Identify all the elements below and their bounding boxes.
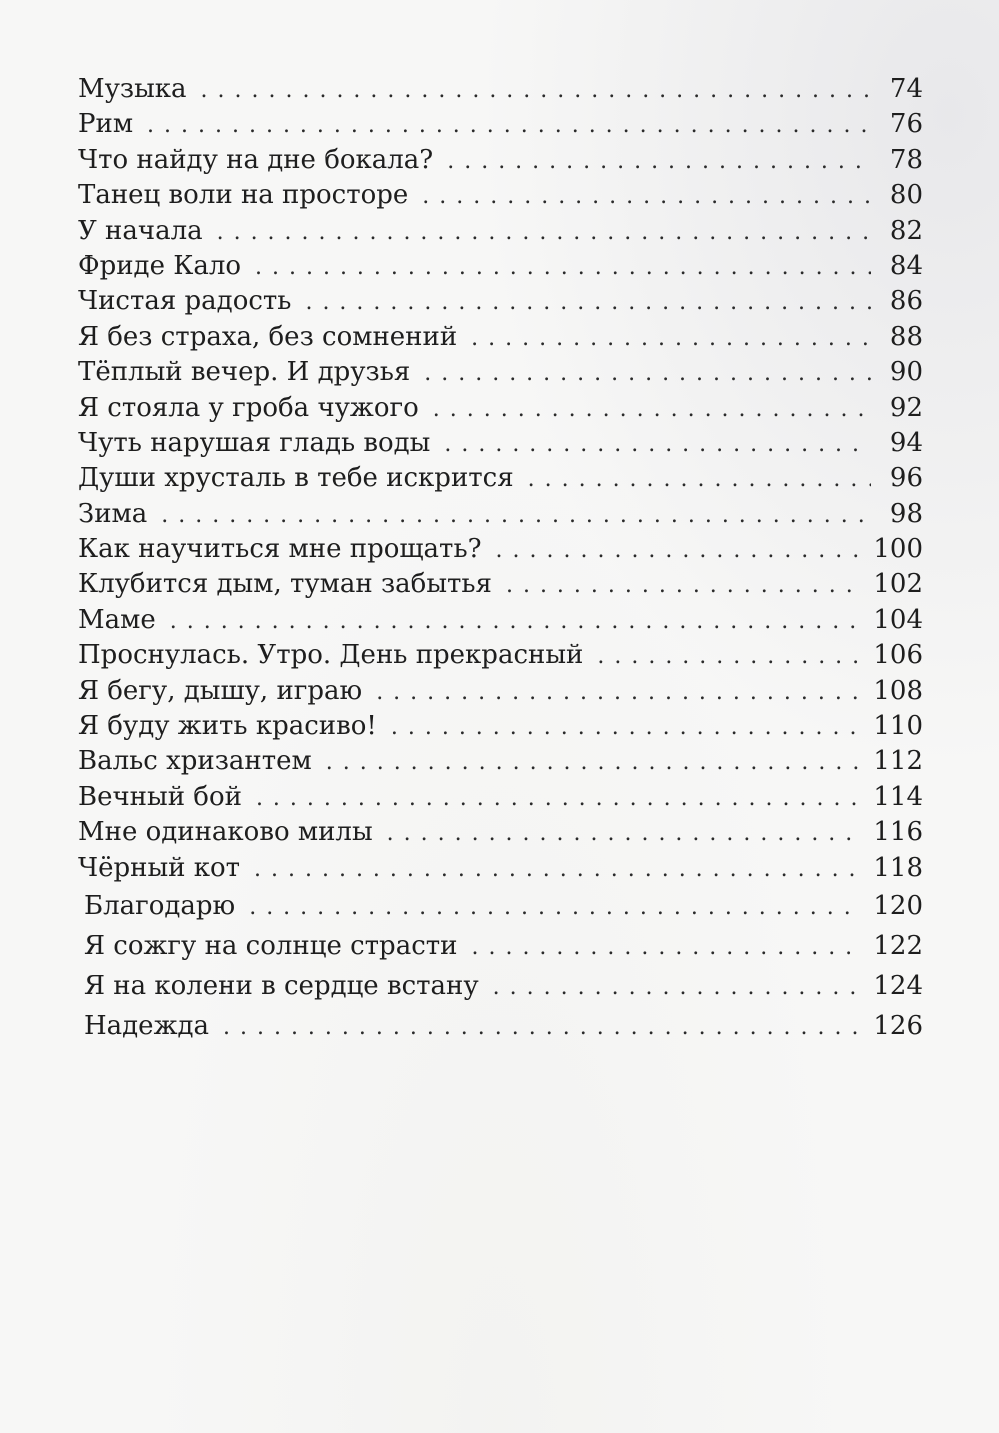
toc-entry [78, 780, 923, 815]
dot-leader [255, 250, 871, 285]
toc-entry-page: 98 [889, 498, 923, 529]
toc-entry [78, 1006, 923, 1046]
dot-leader [387, 816, 862, 851]
toc-entry [78, 966, 923, 1006]
toc-entry-title: Я бегу, дышу, играю [78, 675, 363, 706]
toc-entry [78, 391, 923, 426]
dot-leader [326, 745, 862, 780]
toc-entry-page: 90 [889, 357, 923, 388]
toc-entry [78, 107, 923, 142]
dot-leader [471, 321, 871, 356]
toc-entry-page: 110 [873, 711, 923, 742]
toc-entry-page: 102 [873, 569, 923, 600]
toc-entry-page: 78 [889, 144, 923, 175]
toc-entry-page: 82 [889, 215, 923, 246]
dot-leader [201, 73, 871, 108]
dot-leader [256, 781, 861, 816]
toc-entry-title: Чистая радость [78, 286, 292, 317]
dot-leader [170, 604, 862, 639]
toc-entry [78, 638, 923, 673]
dot-leader [376, 675, 861, 710]
toc-entry [78, 214, 923, 249]
toc-entry-title: Клубится дым, туман забытья [78, 569, 492, 600]
dot-leader [496, 533, 862, 568]
toc-entry-title: Проснулась. Утро. День прекрасный [78, 640, 584, 671]
dot-leader [471, 928, 861, 968]
toc-entry-title: Вальс хризантем [78, 746, 312, 777]
dot-leader [493, 968, 862, 1008]
toc-entry-title: Маме [78, 604, 156, 635]
toc-entry-page: 112 [873, 746, 923, 777]
toc-entry-title: Чёрный кот [78, 852, 241, 883]
dot-leader [597, 639, 861, 674]
dot-leader [424, 356, 871, 391]
toc-entry-page: 118 [873, 852, 923, 883]
table-of-contents [78, 72, 923, 1046]
toc-entry-page: 122 [873, 930, 923, 961]
toc-entry [78, 355, 923, 390]
toc-entry-page: 88 [889, 321, 923, 352]
toc-entry-title: Музыка [78, 74, 187, 104]
toc-entry [78, 532, 923, 567]
toc-entry [78, 815, 923, 850]
toc-entry [78, 886, 923, 926]
toc-entry-page: 126 [873, 1010, 923, 1041]
toc-entry-title: Я стояла у гроба чужого [78, 392, 419, 423]
toc-entry-title: У начала [78, 215, 203, 246]
toc-entry-page: 106 [873, 640, 923, 671]
toc-entry-page: 94 [889, 427, 923, 458]
toc-entry [78, 744, 923, 779]
dot-leader [447, 144, 871, 179]
dot-leader [305, 285, 871, 320]
dot-leader [223, 1008, 861, 1048]
toc-entry [78, 603, 923, 638]
dot-leader [433, 392, 871, 427]
toc-entry-page: 116 [873, 817, 923, 848]
toc-entry-title: Рим [78, 109, 134, 140]
toc-entry-title: Я буду жить красиво! [78, 711, 377, 742]
toc-entry-page: 104 [873, 604, 923, 635]
toc-entry-title: Мне одинаково милы [78, 817, 373, 848]
dot-leader [161, 498, 871, 533]
dot-leader [528, 462, 871, 497]
toc-entry [78, 320, 923, 355]
dot-leader [391, 710, 861, 745]
toc-entry-title: Я на колени в сердце встану [84, 970, 479, 1001]
toc-entry-title: Я без страха, без сомнений [78, 321, 458, 352]
toc-entry-page: 108 [873, 675, 923, 706]
toc-entry [78, 926, 923, 966]
toc-entry-title: Фриде Кало [78, 250, 242, 281]
dot-leader [147, 108, 871, 143]
toc-entry-title: Танец воли на просторе [78, 180, 409, 211]
toc-entry-page: 80 [889, 180, 923, 211]
toc-entry [78, 709, 923, 744]
toc-entry-page: 84 [889, 250, 923, 281]
toc-entry-page: 114 [873, 781, 923, 812]
dot-leader [422, 179, 871, 214]
dot-leader [254, 852, 861, 887]
toc-entry [78, 851, 923, 886]
dot-leader [249, 888, 861, 928]
toc-entry [78, 249, 923, 284]
toc-entry-title: Надежда [84, 1010, 209, 1041]
toc-entry-title: Чуть нарушая гладь воды [78, 427, 431, 458]
toc-entry-page: 120 [873, 890, 923, 921]
toc-entry-title: Я сожгу на солнце страсти [84, 930, 458, 961]
toc-entry [78, 143, 923, 178]
toc-entry-page: 92 [889, 392, 923, 423]
toc-entry [78, 426, 923, 461]
toc-entry-title: Вечный бой [78, 781, 242, 812]
toc-entry-page: 74 [889, 74, 923, 104]
toc-entry-title: Благодарю [84, 890, 236, 921]
toc-entry-title: Как научиться мне прощать? [78, 534, 482, 565]
toc-entry-page: 86 [889, 286, 923, 317]
dot-leader [444, 427, 871, 462]
toc-entry [78, 284, 923, 319]
toc-entry-page: 100 [873, 534, 923, 565]
toc-entry-page: 76 [889, 109, 923, 140]
toc-entry [78, 567, 923, 602]
toc-entry-title: Души хрусталь в тебе искрится [78, 463, 514, 494]
dot-leader [217, 215, 871, 250]
toc-entry [78, 461, 923, 496]
toc-entry-page: 96 [889, 463, 923, 494]
dot-leader [506, 568, 861, 603]
toc-entry-title: Что найду на дне бокала? [78, 144, 434, 175]
toc-entry-title: Тёплый вечер. И друзья [78, 357, 411, 388]
toc-entry-title: Зима [78, 498, 148, 529]
toc-entry [78, 178, 923, 213]
toc-entry [78, 72, 923, 107]
toc-entry [78, 674, 923, 709]
toc-entry [78, 497, 923, 532]
toc-entry-page: 124 [873, 970, 923, 1001]
